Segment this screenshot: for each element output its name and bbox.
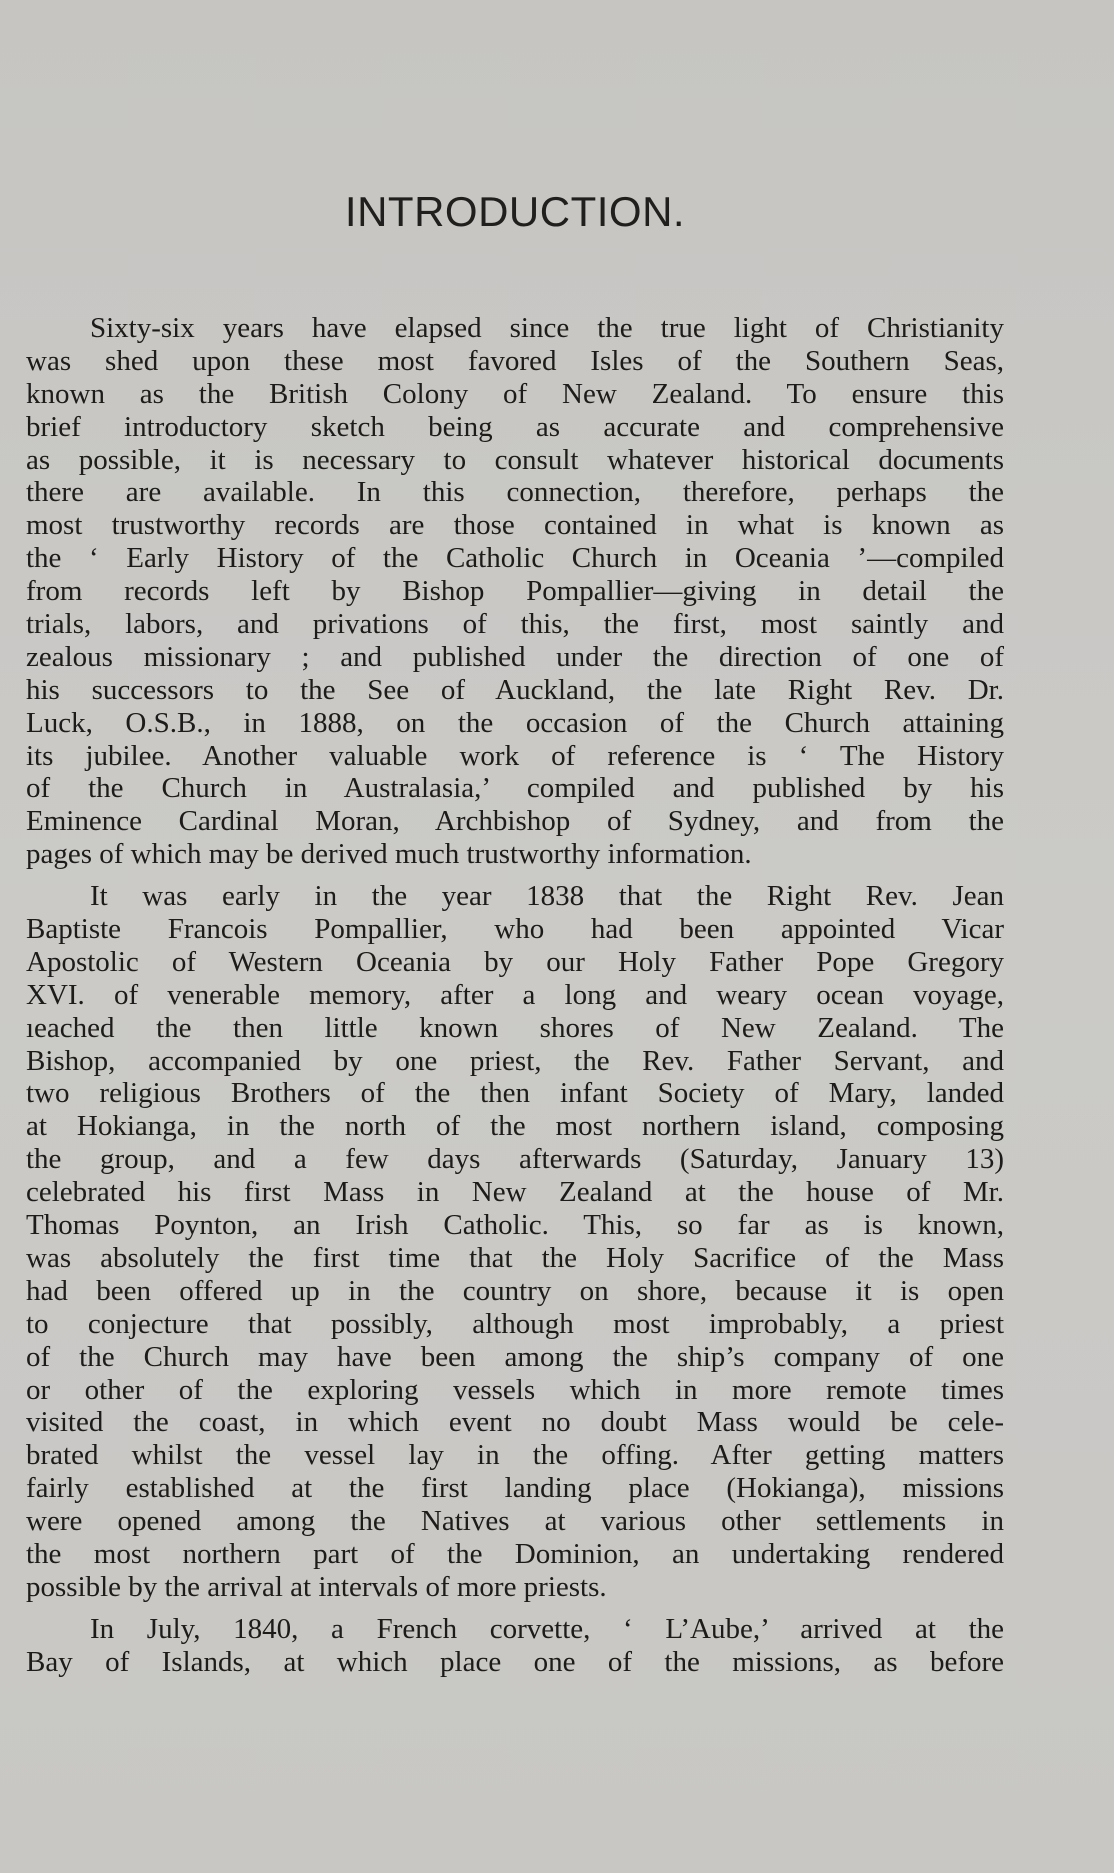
text-line: was absolutely the first time that the Holy Sacrifice of the Mass: [26, 1241, 1004, 1274]
text-line: In July, 1840, a French corvette, ‘ L’Aube,’ arrived at the: [90, 1612, 1004, 1645]
body-text: [26, 312, 1004, 1679]
text-line: to conjecture that possibly, although most improbably, a priest: [26, 1307, 1004, 1340]
text-line: had been offered up in the country on shore, because it is open: [26, 1274, 1004, 1307]
text-line: pages of which may be derived much trustworthy information.: [26, 838, 752, 871]
text-line: its jubilee. Another valuable work of reference is ‘ The History: [26, 739, 1004, 772]
text-line: celebrated his first Mass in New Zealand at the house of Mr.: [26, 1176, 1004, 1209]
text-line: Baptiste Francois Pompallier, who had been appointed Vicar: [26, 913, 1004, 946]
text-line: was shed upon these most favored Isles of the Southern Seas,: [26, 344, 1004, 377]
text-line: visited the coast, in which event no doubt Mass would be cele-: [26, 1406, 1004, 1439]
text-line: Luck, O.S.B., in 1888, on the occasion of the Church attaining: [26, 706, 1004, 739]
text-line: brief introductory sketch being as accurate and comprehensive: [26, 410, 1004, 443]
text-line: or other of the exploring vessels which in more remote times: [26, 1373, 1004, 1406]
text-line: Apostolic of Western Oceania by our Holy Father Pope Gregory: [26, 945, 1004, 978]
text-line: his successors to the See of Auckland, the late Right Rev. Dr.: [26, 673, 1004, 706]
text-line: trials, labors, and privations of this, the first, most saintly and: [26, 608, 1004, 641]
text-line: fairly established at the first landing place (Hokianga), missions: [26, 1472, 1004, 1505]
text-line: ıeached the then little known shores of New Zealand. The: [26, 1011, 1004, 1044]
text-line: of the Church in Australasia,’ compiled and published by his: [26, 772, 1004, 805]
text-line: Thomas Poynton, an Irish Catholic. This, so far as is known,: [26, 1209, 1004, 1242]
paragraph: [26, 312, 1004, 871]
text-line: the group, and a few days afterwards (Saturday, January 13): [26, 1143, 1004, 1176]
text-line: as possible, it is necessary to consult whatever historical documents: [26, 443, 1004, 476]
text-line: Bay of Islands, at which place one of the missions, as before: [26, 1645, 1004, 1678]
text-line: the most northern part of the Dominion, an undertaking rendered: [26, 1537, 1004, 1570]
paragraph: [26, 880, 1004, 1604]
text-line: Eminence Cardinal Moran, Archbishop of Sydney, and from the: [26, 805, 1004, 838]
text-line: XVI. of venerable memory, after a long and weary ocean voyage,: [26, 978, 1004, 1011]
text-line: most trustworthy records are those contained in what is known as: [26, 509, 1004, 542]
text-line: possible by the arrival at intervals of more priests.: [26, 1570, 607, 1603]
text-line: two religious Brothers of the then infant Society of Mary, landed: [26, 1077, 1004, 1110]
text-line: there are available. In this connection, therefore, perhaps the: [26, 476, 1004, 509]
text-line: were opened among the Natives at various other settlements in: [26, 1505, 1004, 1538]
text-line: from records left by Bishop Pompallier—giving in detail the: [26, 575, 1004, 608]
text-line: It was early in the year 1838 that the Right Rev. Jean: [90, 880, 1004, 913]
text-line: Sixty-six years have elapsed since the true light of Christianity: [90, 312, 1004, 344]
page-title: INTRODUCTION.: [344, 188, 686, 235]
text-line: known as the British Colony of New Zealand. To ensure this: [26, 377, 1004, 410]
text-line: brated whilst the vessel lay in the offing. After getting matters: [26, 1439, 1004, 1472]
text-line: zealous missionary ; and published under the direction of one of: [26, 640, 1004, 673]
text-line: at Hokianga, in the north of the most northern island, composing: [26, 1110, 1004, 1143]
text-line: of the Church may have been among the ship’s company of one: [26, 1340, 1004, 1373]
paragraph: [26, 1613, 1004, 1679]
text-line: the ‘ Early History of the Catholic Church in Oceania ’—compiled: [26, 542, 1004, 575]
text-line: Bishop, accompanied by one priest, the Rev. Father Servant, and: [26, 1044, 1004, 1077]
